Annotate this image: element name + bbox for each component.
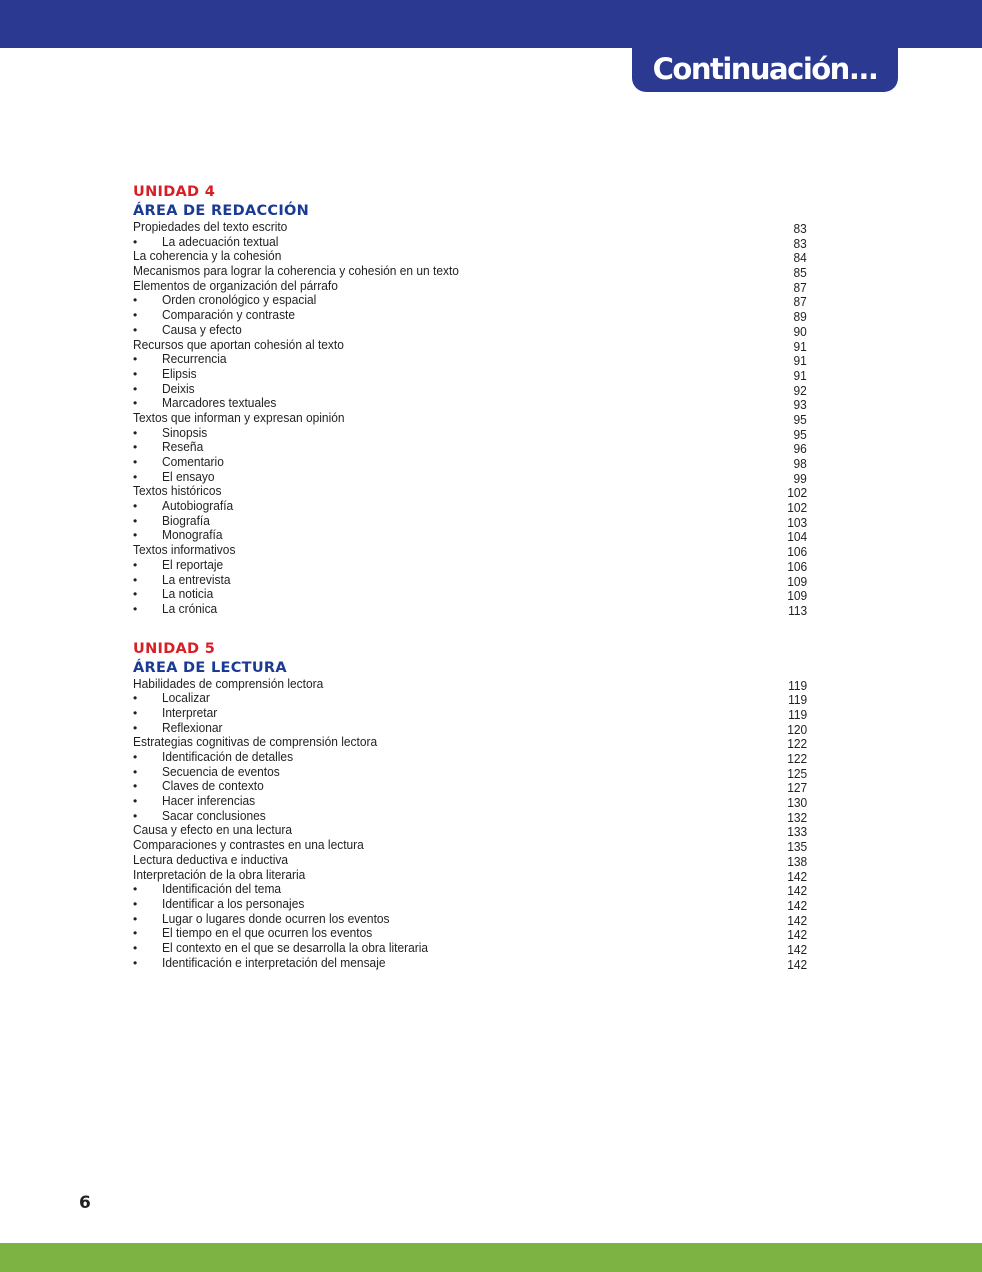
- toc-entry: [133, 543, 807, 558]
- toc-subentry: [133, 367, 807, 382]
- entry-list: [133, 677, 807, 971]
- bullet-icon: •: [133, 691, 138, 706]
- entry-page-number: 142: [787, 912, 807, 928]
- bullet-icon: •: [133, 587, 138, 602]
- entry-page-number: 119: [787, 706, 807, 722]
- bullet-icon: •: [133, 499, 138, 514]
- entry-title: Orden cronológico y espacial: [162, 292, 317, 308]
- entry-title: La entrevista: [162, 571, 231, 587]
- toc-entry: [133, 411, 807, 426]
- entry-title: Elementos de organización del párrafo: [133, 277, 338, 293]
- section-unidad-4: [133, 182, 807, 617]
- bullet-icon: •: [133, 425, 138, 440]
- entry-title: Textos que informan y expresan opinión: [133, 409, 345, 425]
- entry-page-number: 95: [793, 411, 807, 427]
- entry-page-number: 113: [787, 602, 807, 618]
- entry-title: El ensayo: [162, 468, 215, 484]
- toc-entry: [133, 823, 807, 838]
- toc-subentry: [133, 750, 807, 765]
- entry-title: Textos históricos: [133, 483, 222, 499]
- bullet-icon: •: [133, 308, 138, 323]
- entry-title: Hacer inferencias: [162, 793, 256, 809]
- entry-title: Localizar: [162, 690, 210, 706]
- entry-page-number: 87: [793, 279, 807, 295]
- entry-page-number: 142: [787, 941, 807, 957]
- bullet-icon: •: [133, 396, 138, 411]
- bullet-icon: •: [133, 352, 138, 367]
- toc-subentry: [133, 779, 807, 794]
- toc-entry: [133, 264, 807, 279]
- entry-page-number: 92: [793, 382, 807, 398]
- entry-page-number: 125: [787, 765, 807, 781]
- entry-page-number: 98: [793, 456, 807, 471]
- toc-subentry: [133, 602, 807, 617]
- entry-page-number: 91: [793, 338, 807, 354]
- entry-title: Reflexionar: [162, 719, 223, 735]
- entry-page-number: 109: [787, 588, 807, 604]
- entry-page-number: 90: [793, 323, 807, 339]
- entry-title: El contexto en el que se desarrolla la obra literaria: [162, 939, 429, 955]
- entry-title: Sinopsis: [162, 424, 208, 440]
- entry-list: [133, 220, 807, 617]
- toc-entry: [133, 220, 807, 235]
- bullet-icon: •: [133, 572, 138, 587]
- bullet-icon: •: [133, 528, 138, 543]
- toc-subentry: [133, 809, 807, 824]
- bullet-icon: •: [133, 381, 138, 396]
- toc-entry: [133, 838, 807, 853]
- toc-subentry: [133, 765, 807, 780]
- toc-subentry: [133, 382, 807, 397]
- footer-band: [0, 1243, 982, 1272]
- bullet-icon: •: [133, 808, 138, 823]
- entry-page-number: 102: [787, 485, 807, 501]
- section-unidad-5: [133, 639, 807, 971]
- bullet-icon: •: [133, 940, 138, 955]
- entry-title: Lectura deductiva e inductiva: [133, 851, 289, 867]
- toc-subentry: [133, 882, 807, 897]
- entry-title: Estrategias cognitivas de comprensión lectora: [133, 734, 378, 750]
- entry-page-number: 104: [787, 529, 807, 545]
- bullet-icon: •: [133, 705, 138, 720]
- entry-page-number: 83: [793, 235, 807, 251]
- bullet-icon: •: [133, 720, 138, 735]
- entry-title: Interpretación de la obra literaria: [133, 866, 306, 882]
- bullet-icon: •: [133, 896, 138, 911]
- bullet-icon: •: [133, 440, 138, 455]
- entry-page-number: 96: [793, 441, 807, 457]
- area-title: ÁREA DE LECTURA: [133, 659, 287, 676]
- bullet-icon: •: [133, 911, 138, 926]
- entry-page-number: 133: [787, 824, 807, 840]
- page-number: 6: [79, 1193, 91, 1213]
- entry-page-number: 102: [787, 500, 807, 516]
- entry-title: El reportaje: [162, 556, 224, 572]
- bullet-icon: •: [133, 779, 138, 794]
- entry-title: La coherencia y la cohesión: [133, 248, 282, 264]
- toc-subentry: [133, 455, 807, 470]
- bullet-icon: •: [133, 234, 138, 249]
- toc-subentry: [133, 514, 807, 529]
- area-title: ÁREA DE REDACCIÓN: [133, 203, 310, 219]
- entry-page-number: 83: [793, 221, 807, 236]
- toc-subentry: [133, 528, 807, 543]
- entry-title: Comparación y contraste: [162, 307, 296, 323]
- bullet-icon: •: [133, 366, 138, 381]
- bullet-icon: •: [133, 926, 138, 941]
- toc-subentry: [133, 323, 807, 338]
- entry-page-number: 99: [793, 470, 807, 486]
- header-band: [0, 0, 982, 48]
- entry-page-number: 120: [787, 721, 807, 737]
- toc-subentry: [133, 956, 807, 971]
- bullet-icon: •: [133, 601, 138, 616]
- toc-entry: [133, 279, 807, 294]
- toc-subentry: [133, 794, 807, 809]
- entry-title: Autobiografía: [162, 498, 234, 514]
- entry-title: Identificación de detalles: [162, 749, 294, 764]
- toc-entry: [133, 677, 807, 692]
- entry-page-number: 142: [787, 927, 807, 943]
- entry-page-number: 106: [787, 558, 807, 574]
- bullet-icon: •: [133, 322, 138, 337]
- toc-entry: [133, 338, 807, 353]
- toc-subentry: [133, 721, 807, 736]
- entry-page-number: 85: [793, 265, 807, 281]
- toc-subentry: [133, 352, 807, 367]
- entry-title: Causa y efecto: [162, 321, 242, 337]
- entry-page-number: 119: [787, 692, 807, 708]
- entry-title: La adecuación textual: [162, 233, 279, 249]
- toc-entry: [133, 735, 807, 750]
- toc-subentry: [133, 308, 807, 323]
- entry-page-number: 89: [793, 309, 807, 325]
- toc-subentry: [133, 587, 807, 602]
- entry-page-number: 87: [793, 294, 807, 310]
- entry-title: Claves de contexto: [162, 778, 264, 794]
- bullet-icon: •: [133, 955, 138, 970]
- toc-subentry: [133, 912, 807, 927]
- entry-title: La crónica: [162, 600, 218, 616]
- entry-title: Identificación del tema: [162, 881, 282, 897]
- entry-title: La noticia: [162, 586, 214, 602]
- toc-subentry: [133, 235, 807, 250]
- entry-title: Comparaciones y contrastes en una lectura: [133, 837, 364, 853]
- bullet-icon: •: [133, 750, 138, 764]
- bullet-icon: •: [133, 882, 138, 897]
- entry-title: El tiempo en el que ocurren los eventos: [162, 925, 373, 941]
- table-of-contents: [133, 182, 807, 992]
- toc-subentry: [133, 470, 807, 485]
- toc-subentry: [133, 440, 807, 455]
- toc-entry: [133, 484, 807, 499]
- bullet-icon: •: [133, 469, 138, 484]
- entry-page-number: 119: [787, 677, 807, 693]
- unit-title: UNIDAD 5: [133, 640, 216, 657]
- entry-title: Lugar o lugares donde ocurren los eventos: [162, 910, 390, 926]
- entry-page-number: 127: [787, 780, 807, 796]
- entry-title: Habilidades de comprensión lectora: [133, 675, 324, 691]
- entry-title: Textos informativos: [133, 542, 236, 558]
- entry-title: Reseña: [162, 439, 204, 455]
- toc-subentry: [133, 897, 807, 912]
- entry-title: Causa y efecto en una lectura: [133, 822, 293, 838]
- entry-title: Identificar a los personajes: [162, 895, 305, 911]
- entry-page-number: 135: [787, 839, 807, 855]
- entry-page-number: 142: [787, 956, 807, 972]
- toc-subentry: [133, 499, 807, 514]
- entry-page-number: 109: [787, 573, 807, 589]
- toc-subentry: [133, 706, 807, 721]
- entry-title: Elipsis: [162, 365, 197, 381]
- bullet-icon: •: [133, 293, 138, 308]
- entry-page-number: 130: [787, 795, 807, 811]
- bullet-icon: •: [133, 513, 138, 528]
- entry-page-number: 84: [793, 250, 807, 266]
- toc-subentry: [133, 573, 807, 588]
- toc-subentry: [133, 926, 807, 941]
- unit-title: UNIDAD 4: [133, 184, 216, 200]
- entry-page-number: 142: [787, 883, 807, 899]
- entry-page-number: 91: [793, 353, 807, 369]
- entry-title: Mecanismos para lograr la coherencia y cohesión en un texto: [133, 263, 459, 279]
- continuation-tab: [632, 46, 898, 92]
- entry-title: Deixis: [162, 380, 195, 396]
- entry-title: Monografía: [162, 527, 223, 543]
- toc-subentry: [133, 941, 807, 956]
- entry-page-number: 142: [787, 868, 807, 884]
- entry-title: Biografía: [162, 512, 210, 528]
- continuation-title: Continuación...: [652, 52, 878, 86]
- entry-page-number: 93: [793, 397, 807, 413]
- bullet-icon: •: [133, 794, 138, 809]
- toc-subentry: [133, 558, 807, 573]
- entry-title: Marcadores textuales: [162, 395, 277, 411]
- toc-subentry: [133, 396, 807, 411]
- entry-page-number: 122: [787, 751, 807, 766]
- entry-page-number: 132: [787, 809, 807, 825]
- entry-title: Comentario: [162, 454, 224, 469]
- entry-page-number: 95: [793, 426, 807, 442]
- entry-page-number: 138: [787, 853, 807, 869]
- entry-title: Recursos que aportan cohesión al texto: [133, 336, 344, 352]
- entry-title: Identificación e interpretación del mensaje: [162, 954, 386, 970]
- entry-title: Propiedades del texto escrito: [133, 219, 288, 234]
- entry-title: Interpretar: [162, 704, 218, 720]
- entry-title: Secuencia de eventos: [162, 763, 280, 779]
- toc-subentry: [133, 691, 807, 706]
- bullet-icon: •: [133, 455, 138, 469]
- entry-page-number: 103: [787, 514, 807, 530]
- toc-entry: [133, 249, 807, 264]
- bullet-icon: •: [133, 764, 138, 779]
- toc-subentry: [133, 293, 807, 308]
- entry-page-number: 122: [787, 736, 807, 752]
- toc-subentry: [133, 426, 807, 441]
- toc-entry: [133, 868, 807, 883]
- entry-title: Recurrencia: [162, 351, 227, 367]
- entry-page-number: 91: [793, 367, 807, 383]
- entry-title: Sacar conclusiones: [162, 807, 266, 823]
- entry-page-number: 142: [787, 897, 807, 913]
- toc-entry: [133, 853, 807, 868]
- bullet-icon: •: [133, 557, 138, 572]
- entry-page-number: 106: [787, 544, 807, 560]
